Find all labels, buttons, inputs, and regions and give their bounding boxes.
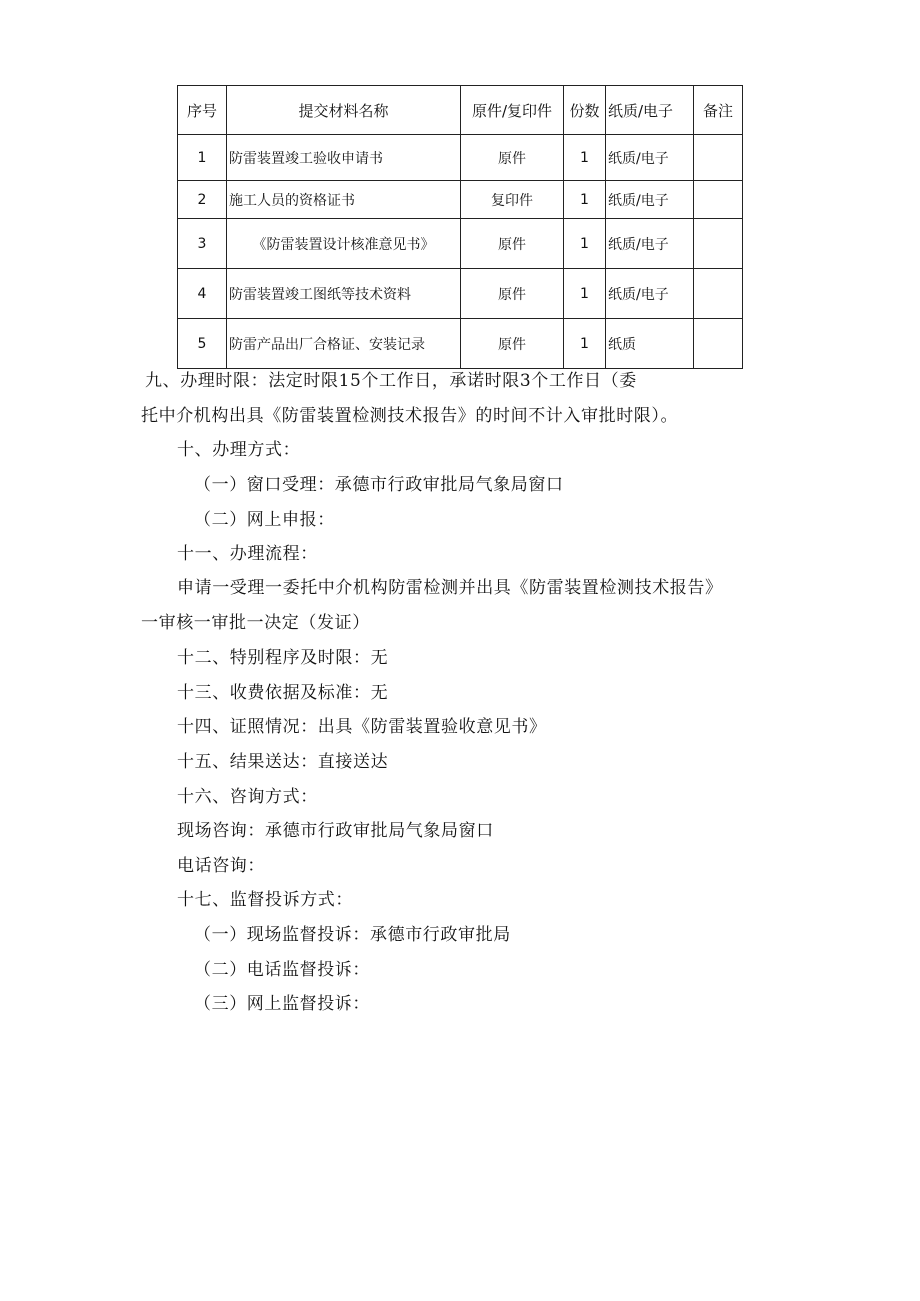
cell-name: 《防雷装置设计核准意见书》 <box>227 219 461 269</box>
cell-count: 1 <box>564 219 606 269</box>
cell-name: 防雷装置竣工图纸等技术资料 <box>227 269 461 319</box>
cell-no: 3 <box>178 219 227 269</box>
header-count: 份数 <box>564 86 606 135</box>
materials-table <box>177 85 743 369</box>
cell-format: 纸质 <box>606 319 694 369</box>
header-type: 原件/复印件 <box>461 86 564 135</box>
table-row <box>178 269 743 319</box>
section-11-line-1: 申请一受理一委托中介机构防雷检测并出具《防雷装置检测技术报告》 <box>177 578 723 598</box>
section-16-phone: 电话咨询： <box>177 856 265 876</box>
section-16-title: 十六、咨询方式： <box>177 787 318 807</box>
cell-note <box>694 181 743 219</box>
section-9-line-2: 托中介机构出具《防雷装置检测技术报告》的时间不计入审批时限）。 <box>141 406 679 426</box>
section-15: 十五、结果送达：直接送达 <box>177 752 389 772</box>
cell-note <box>694 219 743 269</box>
cell-no: 1 <box>178 135 227 181</box>
cell-type: 原件 <box>461 219 564 269</box>
cell-format: 纸质/电子 <box>606 135 694 181</box>
cell-format: 纸质/电子 <box>606 181 694 219</box>
section-9-line-1: 九、办理时限：法定时限15个工作日，承诺时限3个工作日（委 <box>145 371 637 391</box>
section-17-title: 十七、监督投诉方式： <box>177 890 353 910</box>
cell-name: 防雷装置竣工验收申请书 <box>227 135 461 181</box>
section-10-item-2: （二）网上申报： <box>194 510 335 530</box>
table-row <box>178 135 743 181</box>
cell-count: 1 <box>564 181 606 219</box>
cell-note <box>694 269 743 319</box>
cell-note <box>694 319 743 369</box>
section-13: 十三、收费依据及标准：无 <box>177 683 389 703</box>
cell-no: 2 <box>178 181 227 219</box>
section-16-onsite: 现场咨询：承德市行政审批局气象局窗口 <box>177 821 494 841</box>
header-name: 提交材料名称 <box>227 86 461 135</box>
cell-no: 4 <box>178 269 227 319</box>
table-row <box>178 319 743 369</box>
cell-type: 复印件 <box>461 181 564 219</box>
section-12: 十二、特别程序及时限：无 <box>177 648 389 668</box>
header-note: 备注 <box>694 86 743 135</box>
header-format: 纸质/电子 <box>606 86 694 135</box>
cell-name: 防雷产品出厂合格证、安装记录 <box>227 319 461 369</box>
cell-count: 1 <box>564 269 606 319</box>
section-11-line-2: 一审核一审批一决定（发证） <box>141 613 370 633</box>
cell-format: 纸质/电子 <box>606 219 694 269</box>
cell-count: 1 <box>564 319 606 369</box>
cell-name: 施工人员的资格证书 <box>227 181 461 219</box>
cell-type: 原件 <box>461 135 564 181</box>
table-row <box>178 219 743 269</box>
section-10-title: 十、办理方式： <box>177 440 301 460</box>
table-row <box>178 181 743 219</box>
cell-no: 5 <box>178 319 227 369</box>
section-14: 十四、证照情况：出具《防雷装置验收意见书》 <box>177 717 547 737</box>
cell-type: 原件 <box>461 269 564 319</box>
cell-format: 纸质/电子 <box>606 269 694 319</box>
cell-type: 原件 <box>461 319 564 369</box>
table-header-row <box>178 86 743 135</box>
section-17-item-3: （三）网上监督投诉： <box>194 994 370 1014</box>
cell-count: 1 <box>564 135 606 181</box>
header-no: 序号 <box>178 86 227 135</box>
section-17-item-2: （二）电话监督投诉： <box>194 960 370 980</box>
section-17-item-1: （一）现场监督投诉：承德市行政审批局 <box>194 925 511 945</box>
section-11-title: 十一、办理流程： <box>177 544 318 564</box>
cell-note <box>694 135 743 181</box>
section-10-item-1: （一）窗口受理：承德市行政审批局气象局窗口 <box>194 475 564 495</box>
